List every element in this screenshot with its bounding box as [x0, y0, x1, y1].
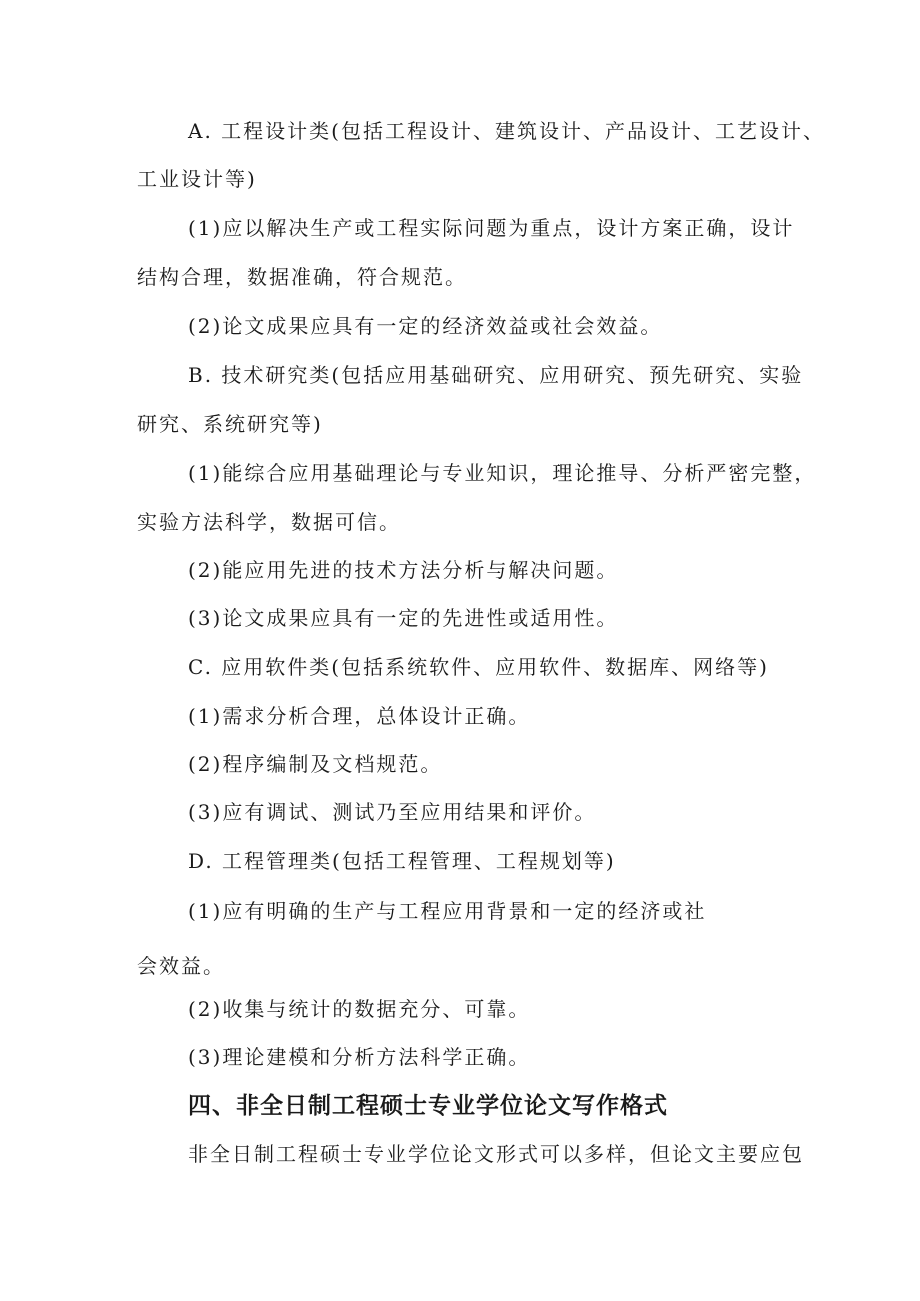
category-a-item-1: (1)应以解决生产或工程实际问题为重点，设计方案正确，设计 — [188, 216, 795, 240]
category-b-item-2: (2)能应用先进的技术方法分析与解决问题。 — [188, 558, 619, 582]
category-b-item-1-continued: 实验方法科学，数据可信。 — [137, 510, 401, 534]
category-d-item-3: (3)理论建模和分析方法科学正确。 — [188, 1045, 531, 1069]
category-b-heading: B. 技术研究类(包括应用基础研究、应用研究、预先研究、实验 — [188, 363, 804, 387]
section-4-title: 四、非全日制工程硕士专业学位论文写作格式 — [188, 1093, 668, 1119]
category-b-item-3: (3)论文成果应具有一定的先进性或适用性。 — [188, 606, 619, 630]
category-c-heading: C. 应用软件类(包括系统软件、应用软件、数据库、网络等) — [188, 655, 769, 679]
category-a-heading: A. 工程设计类(包括工程设计、建筑设计、产品设计、工艺设计、 — [188, 119, 825, 143]
category-d-item-1-continued: 会效益。 — [137, 954, 225, 978]
category-a-item-1-continued: 结构合理，数据准确，符合规范。 — [137, 265, 467, 289]
category-b-heading-continued: 研究、系统研究等) — [137, 412, 323, 436]
section-4-paragraph: 非全日制工程硕士专业学位论文形式可以多样，但论文主要应包 — [188, 1142, 804, 1166]
category-a-item-2: (2)论文成果应具有一定的经济效益或社会效益。 — [188, 314, 663, 338]
category-d-item-1: (1)应有明确的生产与工程应用背景和一定的经济或社 — [188, 899, 707, 923]
category-d-item-2: (2)收集与统计的数据充分、可靠。 — [188, 997, 531, 1021]
category-c-item-3: (3)应有调试、测试乃至应用结果和评价。 — [188, 800, 597, 824]
category-c-item-1: (1)需求分析合理，总体设计正确。 — [188, 704, 531, 728]
category-a-heading-continued: 工业设计等) — [137, 167, 257, 191]
category-b-item-1: (1)能综合应用基础理论与专业知识，理论推导、分析严密完整， — [188, 461, 817, 485]
category-c-item-2: (2)程序编制及文档规范。 — [188, 752, 443, 776]
category-d-heading: D. 工程管理类(包括工程管理、工程规划等) — [188, 849, 616, 873]
